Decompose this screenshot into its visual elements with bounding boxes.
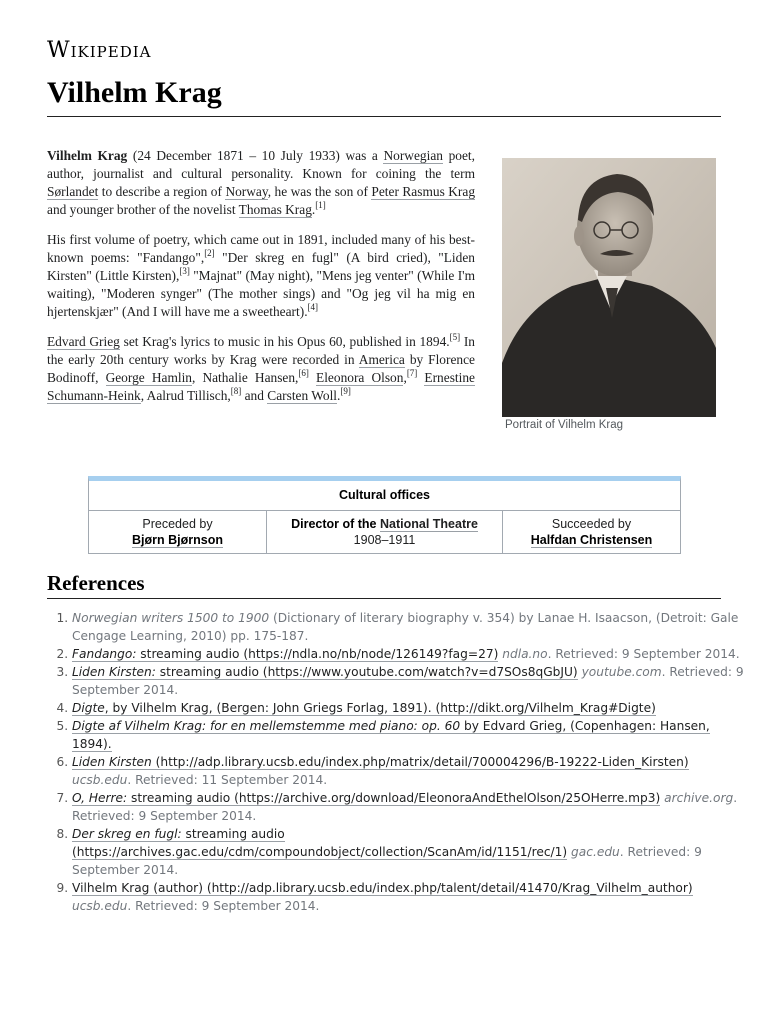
- text: .: [337, 388, 341, 403]
- link-peter-rasmus-krag[interactable]: Peter Rasmus Krag: [371, 184, 476, 199]
- reference-item: [72, 717, 746, 753]
- text: , Aalrud Tillisch,: [140, 388, 231, 403]
- text: poet, author, journalist and cultural personality. Known for coining the term: [47, 148, 476, 181]
- reference-item: [72, 645, 746, 663]
- reference-item: [72, 609, 746, 645]
- reference-site: archive.org: [660, 791, 734, 805]
- reference-title[interactable]: Der skreg en fugl:: [72, 827, 182, 841]
- office-cell: [267, 511, 503, 553]
- citation-6[interactable]: [6]: [298, 367, 309, 378]
- reference-link[interactable]: streaming audio (https://ndla.no/nb/node/126149?fag=27): [136, 647, 499, 661]
- link-norway[interactable]: Norway: [225, 184, 268, 199]
- reference-item: [72, 753, 746, 789]
- reference-retrieved: . Retrieved: 9 September 2014.: [72, 665, 744, 697]
- reference-retrieved: . Retrieved: 9 September 2014.: [127, 899, 320, 913]
- citation-7[interactable]: [7]: [406, 367, 418, 378]
- lead-paragraph-3: [47, 333, 475, 405]
- link-eleonora-olson[interactable]: Eleonora Olson: [316, 370, 404, 385]
- link-halfdan-christensen[interactable]: Halfdan Christensen: [530, 533, 653, 547]
- title-divider: [47, 116, 721, 117]
- reference-item: [72, 663, 746, 699]
- text: "Der skreg en fugl" (A bird cried), "Liden Kirsten" (Little Kirsten),: [47, 250, 475, 283]
- text: set Krag's lyrics to music in his Opus 60, published in 1894.: [119, 334, 450, 349]
- succession-header: Cultural offices: [89, 481, 680, 511]
- preceded-cell: [89, 511, 267, 553]
- references-list: [47, 609, 746, 915]
- reference-title[interactable]: Digte: [72, 701, 105, 715]
- reference-link[interactable]: (http://adp.library.ucsb.edu/index.php/matrix/detail/700004296/B-19222-Liden_Kirsten): [151, 755, 689, 769]
- text: His first volume of poetry, which came out in 1891, included many of his best-known poems: "Fandango",: [47, 232, 475, 265]
- reference-link[interactable]: by Edvard Grieg, (Copenhagen: Hansen, 1894).: [72, 719, 710, 751]
- reference-text: (Dictionary of literary biography v. 354) by Lanae H. Isaacson, (Detroit: Gale Cengage Learning, 2010) pp. 175-187.: [72, 611, 739, 643]
- reference-link[interactable]: streaming audio (https://www.youtube.com/watch?v=d7SOs8qGbJU): [155, 665, 578, 679]
- portrait-image[interactable]: [502, 158, 716, 417]
- reference-retrieved: . Retrieved: 9 September 2014.: [72, 845, 702, 877]
- text: ,: [403, 370, 407, 385]
- reference-title[interactable]: Liden Kirsten: [72, 755, 152, 769]
- text: .: [311, 202, 316, 217]
- text: , Nathalie Hansen,: [192, 370, 299, 385]
- text: and: [241, 388, 268, 403]
- lead-paragraph-2: [47, 231, 475, 321]
- succeeded-label: Succeeded by: [551, 517, 632, 531]
- citation-1[interactable]: [1]: [315, 199, 326, 210]
- reference-title[interactable]: O, Herre:: [72, 791, 128, 805]
- reference-retrieved: . Retrieved: 9 September 2014.: [72, 791, 738, 823]
- text: (24 December 1871 – 10 July 1933) was a: [127, 148, 384, 163]
- link-national-theatre[interactable]: National Theatre: [379, 517, 478, 531]
- reference-link[interactable]: Vilhelm Krag (author) (http://adp.library.ucsb.edu/index.php/talent/detail/41470/Krag_Vilhelm_author): [72, 881, 693, 895]
- reference-title: Norwegian writers 1500 to 1900: [72, 611, 270, 625]
- reference-item: [72, 699, 746, 717]
- link-norwegian[interactable]: Norwegian: [383, 148, 443, 163]
- link-carsten-woll[interactable]: Carsten Woll: [267, 388, 338, 403]
- text: In the early 20th century works by Krag were recorded in: [47, 334, 475, 367]
- reference-retrieved: . Retrieved: 11 September 2014.: [127, 773, 328, 787]
- references-heading: References: [47, 571, 145, 595]
- reference-item: [72, 825, 746, 879]
- references-divider: [47, 598, 721, 599]
- link-thomas-krag[interactable]: Thomas Krag: [238, 202, 312, 217]
- citation-3[interactable]: [3]: [179, 265, 190, 276]
- reference-link[interactable]: , by Vilhelm Krag, (Bergen: John Griegs Forlag, 1891). (http://dikt.org/Vilhelm_Krag#Digte): [104, 701, 656, 715]
- link-bjorn-bjornson[interactable]: Bjørn Bjørnson: [132, 533, 223, 547]
- reference-title[interactable]: Digte af Vilhelm Krag: for en mellemstemme med piano: op. 60: [72, 719, 461, 733]
- page-title: Vilhelm Krag: [47, 76, 222, 109]
- link-sorlandet[interactable]: Sørlandet: [47, 184, 99, 199]
- citation-4[interactable]: [4]: [307, 301, 319, 312]
- office-years: 1908–1911: [353, 533, 416, 547]
- text: , he was the son of: [267, 184, 372, 199]
- reference-site: youtube.com: [577, 665, 662, 679]
- preceded-label: Preceded by: [142, 517, 213, 531]
- wikipedia-wordmark[interactable]: Wikipedia: [47, 38, 152, 63]
- succession-box: [88, 476, 681, 554]
- citation-9[interactable]: [9]: [340, 385, 351, 396]
- link-america[interactable]: America: [358, 352, 405, 367]
- citation-2[interactable]: [2]: [204, 247, 215, 258]
- citation-5[interactable]: [5]: [449, 331, 461, 342]
- reference-item: [72, 879, 746, 915]
- subject-name: Vilhelm Krag: [47, 148, 128, 163]
- reference-site: ucsb.edu: [72, 773, 128, 787]
- lead-paragraph-1: [47, 147, 475, 219]
- reference-item: [72, 789, 746, 825]
- office-prefix: Director of the: [291, 517, 380, 531]
- succession-row: [89, 511, 680, 553]
- portrait-figure: [502, 158, 720, 431]
- reference-title[interactable]: Fandango:: [72, 647, 137, 661]
- link-george-hamlin[interactable]: George Hamlin: [105, 370, 192, 385]
- text: by Florence Bodinoff,: [47, 352, 475, 385]
- lead-section: [47, 147, 475, 417]
- reference-link[interactable]: streaming audio (https://archives.gac.edu/cdm/compoundobject/collection/ScanAm/id/1151/rec/1): [72, 827, 568, 859]
- succeeded-cell: [503, 511, 680, 553]
- link-schumann-heink[interactable]: Ernestine Schumann-Heink: [47, 370, 475, 403]
- reference-site: ndla.no: [498, 647, 548, 661]
- link-edvard-grieg[interactable]: Edvard Grieg: [47, 334, 120, 349]
- reference-site: gac.edu: [567, 845, 620, 859]
- text: to describe a region of: [98, 184, 226, 199]
- reference-title[interactable]: Liden Kirsten:: [72, 665, 156, 679]
- citation-8[interactable]: [8]: [230, 385, 242, 396]
- reference-retrieved: . Retrieved: 9 September 2014.: [547, 647, 740, 661]
- reference-site: ucsb.edu: [72, 899, 128, 913]
- portrait-caption: Portrait of Vilhelm Krag: [505, 419, 624, 431]
- text: and younger brother of the novelist: [47, 202, 239, 217]
- reference-link[interactable]: streaming audio (https://archive.org/download/EleonoraAndEthelOlson/25OHerre.mp3): [127, 791, 661, 805]
- text: "Majnat" (May night), "Mens jeg venter" (While I'm waiting), "Moderen synger" (The mother sings) and "Og jeg vil ha mig en hjertenskjær" (And I will have me a sweetheart).: [47, 268, 475, 319]
